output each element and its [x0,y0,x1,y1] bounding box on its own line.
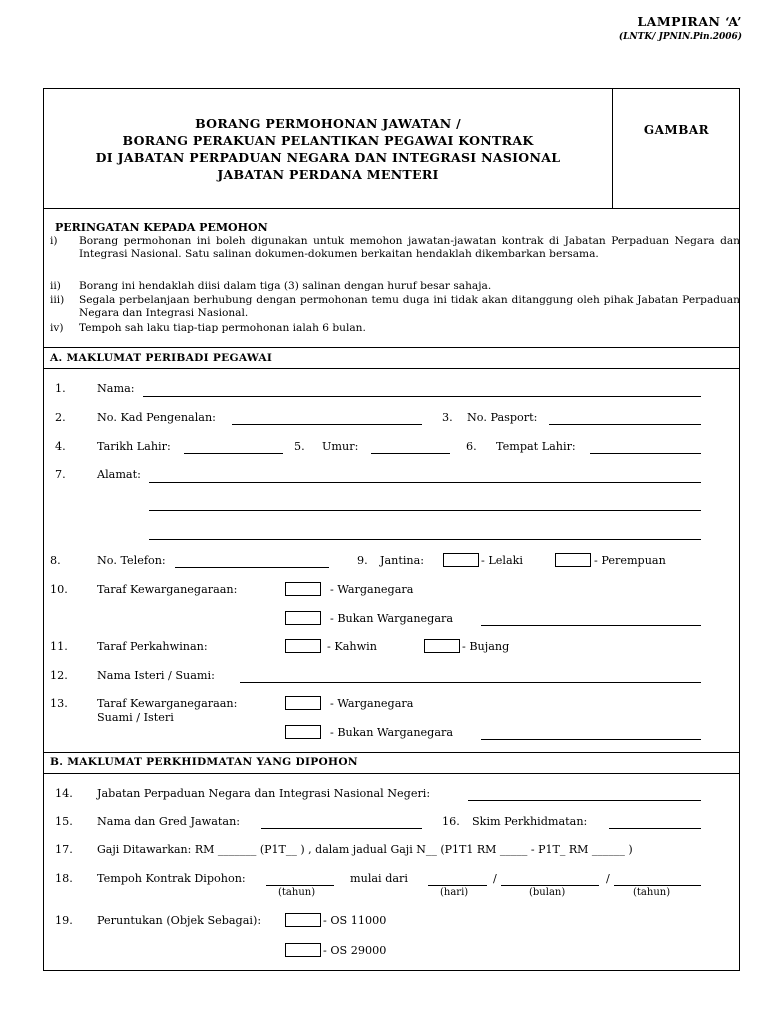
spouse-non-citizen-label: - Bukan Warganegara [330,726,454,739]
title-line-1: BORANG PERMOHONAN JAWATAN / [195,116,461,131]
spouse-name-field[interactable] [240,682,701,683]
warning-item-text: Segala perbelanjaan berhubung dengan permohonan temu duga ini tidak akan ditanggung oleh pihak Jabatan Perpaduan Negara dan Integrasi Nasional. [79,294,740,319]
address-field-line-2[interactable] [149,510,701,511]
gender-male-label: - Lelaki [481,554,523,567]
service-scheme-field[interactable] [609,828,701,829]
field-2-num: 2. [55,411,66,424]
contract-years-field[interactable] [266,885,334,886]
field-11-num: 11. [50,640,68,653]
os29000-label: - OS 29000 [323,944,387,957]
non-citizen-label: - Bukan Warganegara [330,612,454,625]
field-8-num: 8. [50,554,61,567]
divider-section-a-end [43,752,740,753]
spouse-non-citizen-checkbox[interactable] [285,725,321,739]
field-13-num: 13. [50,697,68,710]
photo-box-label: GAMBAR [643,123,710,137]
years-caption: (tahun) [278,887,316,898]
divider-title [43,208,740,209]
field-1-num: 1. [55,382,66,395]
name-field[interactable] [143,396,701,397]
warning-item-text: Tempoh sah laku tiap-tiap permohonan ialah 6 bulan. [79,322,366,334]
field-4-num: 4. [55,440,66,453]
non-citizen-checkbox[interactable] [285,611,321,625]
spouse-non-citizen-field[interactable] [481,739,701,740]
contract-period-label: Tempoh Kontrak Dipohon: [97,872,246,885]
date-slash: / [493,872,497,885]
dob-label: Tarikh Lahir: [97,440,171,453]
spouse-citizenship-label: Taraf Kewarganegaraan: [97,697,238,710]
start-year-field[interactable] [614,885,701,886]
divider-section-a [43,368,740,369]
field-12-num: 12. [50,669,68,682]
phone-field[interactable] [175,567,329,568]
single-checkbox[interactable] [424,639,460,653]
address-field-line-1[interactable] [149,482,701,483]
ic-label: No. Kad Pengenalan: [97,411,216,424]
ic-field[interactable] [232,424,422,425]
warning-item [50,235,740,260]
field-17-num: 17. [55,843,73,856]
gender-female-checkbox[interactable] [555,553,591,567]
state-dept-field[interactable] [468,800,701,801]
os11000-label: - OS 11000 [323,914,387,927]
age-field[interactable] [371,453,450,454]
field-16-num: 16. [442,815,460,828]
divider-warning [43,347,740,348]
divider-section-b [43,773,740,774]
single-label: - Bujang [462,640,510,653]
start-day-field[interactable] [428,885,487,886]
passport-field[interactable] [549,424,701,425]
pob-label: Tempat Lahir: [496,440,576,453]
field-18-num: 18. [55,872,73,885]
spouse-citizenship-label-2: Suami / Isteri [97,711,174,724]
marital-label: Taraf Perkahwinan: [97,640,208,653]
date-slash: / [606,872,610,885]
section-a-title: A. MAKLUMAT PERIBADI PEGAWAI [50,352,273,364]
year-caption: (tahun) [633,887,671,898]
field-9-num: 9. [357,554,368,567]
position-grade-label: Nama dan Gred Jawatan: [97,815,241,828]
citizen-label: - Warganegara [330,583,414,596]
field-19-num: 19. [55,914,73,927]
field-14-num: 14. [55,787,73,800]
warning-item [50,294,740,319]
field-15-num: 15. [55,815,73,828]
spouse-name-label: Nama Isteri / Suami: [97,669,215,682]
state-dept-label: Jabatan Perpaduan Negara dan Integrasi Nasional Negeri: [97,787,431,800]
dob-field[interactable] [184,453,283,454]
married-label: - Kahwin [327,640,377,653]
passport-label: No. Pasport: [467,411,538,424]
gender-female-label: - Perempuan [594,554,666,567]
section-b-title: B. MAKLUMAT PERKHIDMATAN YANG DIPOHON [50,756,358,768]
gender-male-checkbox[interactable] [443,553,479,567]
warning-item [50,322,740,335]
field-3-num: 3. [442,411,453,424]
os29000-checkbox[interactable] [285,943,321,957]
field-7-num: 7. [55,468,66,481]
title-line-4: JABATAN PERDANA MENTERI [217,167,439,182]
form-title [43,115,613,183]
warning-item-num: i) [50,235,58,247]
start-month-field[interactable] [501,885,599,886]
position-grade-field[interactable] [261,828,422,829]
start-from-label: mulai dari [350,872,408,885]
address-field-line-3[interactable] [149,539,701,540]
citizen-checkbox[interactable] [285,582,321,596]
warning-item-text: Borang permohonan ini boleh digunakan untuk memohon jawatan-jawatan kontrak di Jabatan Perpaduan Negara dan Integrasi Nasional. Satu salinan dokumen-dokumen berkaitan hendaklah dikembarkan bersama. [79,235,740,260]
age-label: Umur: [322,440,359,453]
warning-item-num: iii) [50,294,65,306]
title-line-3: DI JABATAN PERPADUAN NEGARA DAN INTEGRASI NASIONAL [95,150,561,165]
service-scheme-label: Skim Perkhidmatan: [472,815,588,828]
warning-item-num: iv) [50,322,64,334]
form-code: (LNTK/ JPNIN.Pin.2006) [618,32,742,42]
non-citizen-field[interactable] [481,625,701,626]
name-label: Nama: [97,382,135,395]
gender-label: Jantina: [380,554,425,567]
warning-title: PERINGATAN KEPADA PEMOHON [55,221,268,234]
allocation-label: Peruntukan (Objek Sebagai): [97,914,262,927]
phone-label: No. Telefon: [97,554,166,567]
spouse-citizen-label: - Warganegara [330,697,414,710]
address-label: Alamat: [97,468,141,481]
citizenship-label: Taraf Kewarganegaraan: [97,583,238,596]
pob-field[interactable] [590,453,701,454]
warning-item-text: Borang ini hendaklah diisi dalam tiga (3) salinan dengan huruf besar sahaja. [79,280,492,292]
warning-item [50,280,740,293]
field-5-num: 5. [294,440,305,453]
field-6-num: 6. [466,440,477,453]
salary-label: Gaji Ditawarkan: RM _______ (P1T__ ) , dalam jadual Gaji N__ (P1T1 RM _____ - P1T_ RM ______ ) [97,843,633,856]
os11000-checkbox[interactable] [285,913,321,927]
day-caption: (hari) [440,887,469,898]
spouse-citizen-checkbox[interactable] [285,696,321,710]
field-10-num: 10. [50,583,68,596]
lampiran-label: LAMPIRAN ‘A’ [637,14,742,29]
married-checkbox[interactable] [285,639,321,653]
title-line-2: BORANG PERAKUAN PELANTIKAN PEGAWAI KONTRAK [122,133,534,148]
warning-item-num: ii) [50,280,61,292]
month-caption: (bulan) [529,887,566,898]
